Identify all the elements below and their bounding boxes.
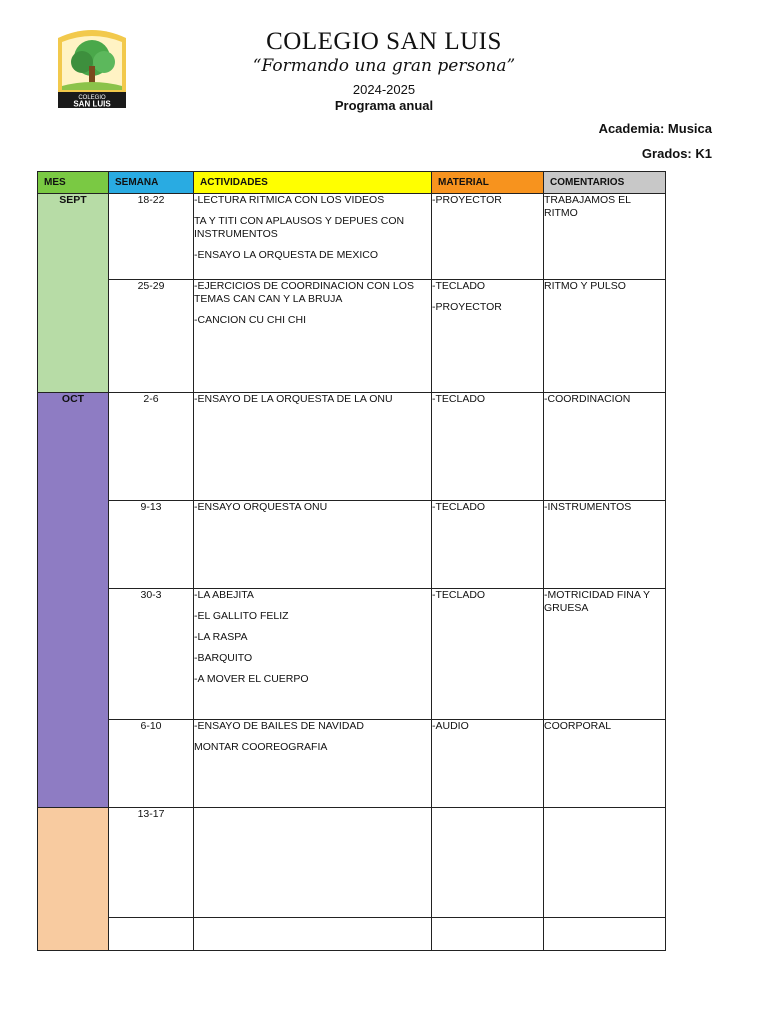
comments-cell [544, 589, 666, 720]
month-next [38, 808, 109, 951]
activities-cell [194, 720, 432, 808]
logo-text-top: COLEGIO [78, 95, 106, 101]
program-name: Programa anual [334, 98, 434, 113]
activities-cell [194, 589, 432, 720]
school-year: 2024-2025 [352, 82, 416, 97]
week-cell: 2-6 [109, 393, 194, 501]
comment-item: COORPORAL [544, 720, 612, 732]
annual-plan-table [37, 171, 666, 951]
slogan: “Formando una gran persona” [252, 56, 516, 76]
header-comentarios: COMENTARIOS [544, 172, 666, 194]
table-row [38, 720, 666, 808]
material-item: -TECLADO [432, 589, 486, 601]
activity-item: MONTAR COOREOGRAFIA [194, 741, 328, 753]
activities-cell [194, 501, 432, 589]
comments-cell [544, 280, 666, 393]
comments-cell [544, 808, 666, 918]
comment-item: -COORDINACION [544, 393, 631, 405]
table-row [38, 501, 666, 589]
comment-item: TRABAJAMOS EL RITMO [544, 194, 631, 219]
material-item: -PROYECTOR [432, 301, 502, 313]
activity-item: -LA RASPA [194, 631, 248, 643]
material-cell [432, 720, 544, 808]
comment-item: -MOTRICIDAD FINA Y GRUESA [544, 589, 650, 614]
week-cell: 30-3 [109, 589, 194, 720]
page-title: COLEGIO SAN LUIS [266, 28, 502, 55]
header-material: MATERIAL [432, 172, 544, 194]
comments-cell [544, 501, 666, 589]
week-cell [109, 918, 194, 951]
table-row [38, 280, 666, 393]
table-header-row [38, 172, 666, 194]
activity-item: -CANCION CU CHI CHI [194, 314, 306, 326]
header-mes: MES [38, 172, 109, 194]
logo-text-bottom: SAN LUIS [73, 99, 111, 109]
material-item: -TECLADO [432, 501, 486, 513]
activity-item: -LECTURA RITMICA CON LOS VIDEOS [194, 194, 385, 206]
material-cell [432, 808, 544, 918]
month-oct: OCT [38, 393, 109, 808]
week-cell: 9-13 [109, 501, 194, 589]
material-cell [432, 280, 544, 393]
activity-item: -ENSAYO ORQUESTA ONU [194, 501, 328, 513]
activity-item: -ENSAYO DE BAILES DE NAVIDAD [194, 720, 364, 732]
grados-label: Grados: K1 [641, 146, 712, 161]
activities-cell [194, 280, 432, 393]
activity-item: -EJERCICIOS DE COORDINACION CON LOS TEMAS CAN CAN Y LA BRUJA [194, 280, 414, 305]
material-item: -PROYECTOR [432, 194, 502, 206]
material-item: -TECLADO [432, 393, 486, 405]
material-cell [432, 501, 544, 589]
week-cell: 6-10 [109, 720, 194, 808]
activity-item: -ENSAYO DE LA ORQUESTA DE LA ONU [194, 393, 393, 405]
activity-item: -LA ABEJITA [194, 589, 254, 601]
comments-cell [544, 720, 666, 808]
activity-item: -EL GALLITO FELIZ [194, 610, 289, 622]
activity-item: -ENSAYO LA ORQUESTA DE MEXICO [194, 249, 378, 261]
activities-cell [194, 918, 432, 951]
week-cell: 13-17 [109, 808, 194, 918]
activity-item: -A MOVER EL CUERPO [194, 673, 309, 685]
comments-cell [544, 393, 666, 501]
week-cell: 18-22 [109, 194, 194, 280]
table-row [38, 393, 666, 501]
material-item: -TECLADO [432, 280, 486, 292]
comment-item: RITMO Y PULSO [544, 280, 626, 292]
activity-item: -BARQUITO [194, 652, 253, 664]
table-row [38, 808, 666, 918]
material-cell [432, 918, 544, 951]
comments-cell [544, 194, 666, 280]
academia-label: Academia: Musica [598, 121, 712, 136]
activity-item: TA Y TITI CON APLAUSOS Y DEPUES CON INSTRUMENTOS [194, 215, 405, 240]
activities-cell [194, 808, 432, 918]
table-row [38, 589, 666, 720]
table-row [38, 918, 666, 951]
material-item: -AUDIO [432, 720, 469, 732]
material-cell [432, 393, 544, 501]
material-cell [432, 589, 544, 720]
week-cell: 25-29 [109, 280, 194, 393]
table-row [38, 194, 666, 280]
header-actividades: ACTIVIDADES [194, 172, 432, 194]
comment-item: -INSTRUMENTOS [544, 501, 632, 513]
header-semana: SEMANA [109, 172, 194, 194]
material-cell [432, 194, 544, 280]
activities-cell [194, 393, 432, 501]
comments-cell [544, 918, 666, 951]
month-sept: SEPT [38, 194, 109, 393]
activities-cell [194, 194, 432, 280]
